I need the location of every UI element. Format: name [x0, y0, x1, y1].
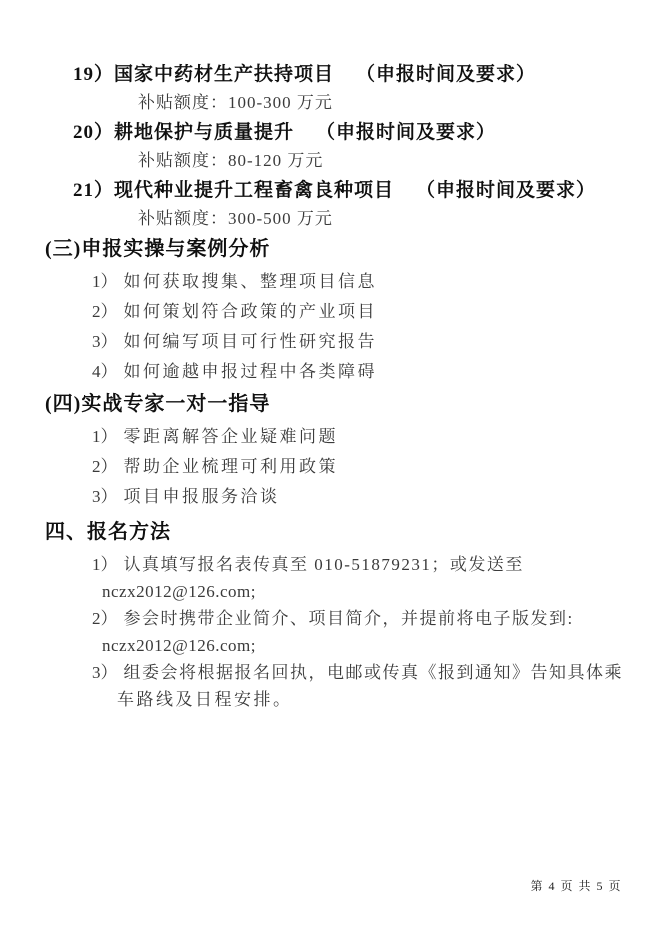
project-number: 19）	[73, 64, 115, 85]
item-number: 1）	[92, 272, 118, 291]
item-text: 组委会将根据报名回执，电邮或传真《报到通知》告知具体乘	[123, 663, 623, 682]
continuation-line-email: nczx2012@126.com;	[102, 582, 256, 601]
item-text: 如何逾越申报过程中各类障碍	[123, 362, 377, 381]
item-text: 如何策划符合政策的产业项目	[123, 302, 377, 321]
item-number: 4）	[92, 362, 118, 381]
item-text: 帮助企业梳理可利用政策	[123, 457, 338, 476]
list-item	[92, 554, 620, 575]
item-number: 3）	[92, 663, 118, 682]
project-title: 耕地保护与质量提升	[114, 122, 295, 143]
project-number: 21）	[73, 180, 115, 201]
project-title: 国家中药材生产扶持项目	[114, 64, 335, 85]
continuation-line-email: nczx2012@126.com;	[102, 636, 256, 655]
section-heading-registration: 四、报名方法	[45, 521, 171, 543]
item-text: 认真填写报名表传真至 010-51879231；或发送至	[123, 555, 524, 574]
item-text: 项目申报服务洽谈	[123, 487, 280, 506]
list-item	[92, 426, 620, 447]
registration-list	[45, 554, 623, 710]
section-heading-three: (三)申报实操与案例分析	[45, 238, 271, 260]
item-number: 2）	[92, 609, 118, 628]
item-number: 1）	[92, 555, 118, 574]
project-note: （申报时间及要求）	[356, 64, 537, 85]
item-text: 如何编写项目可行性研究报告	[123, 332, 377, 351]
item-text: 零距离解答企业疑难问题	[123, 427, 338, 446]
project-item-19	[73, 62, 620, 87]
continuation-line-text: 车路线及日程安排。	[117, 690, 293, 709]
item-number: 2）	[92, 457, 118, 476]
list-item	[92, 331, 620, 352]
item-number: 3）	[92, 332, 118, 351]
subsidy-amount: 补贴额度：80-120 万元	[138, 151, 324, 170]
subsidy-amount: 补贴额度：300-500 万元	[138, 209, 333, 228]
list-item	[92, 456, 620, 477]
list-item	[92, 361, 620, 382]
project-number: 20）	[73, 122, 115, 143]
list-item	[92, 608, 620, 629]
item-text: 参会时携带企业简介、项目简介，并提前将电子版发到:	[123, 609, 574, 628]
project-item-20	[73, 120, 620, 145]
project-note: （申报时间及要求）	[416, 180, 597, 201]
item-number: 1）	[92, 427, 118, 446]
page-number: 第 4 页 共 5 页	[530, 879, 622, 893]
list-item	[92, 301, 620, 322]
list-item	[92, 486, 620, 507]
list-item	[92, 662, 623, 683]
section-heading-four-sub: (四)实战专家一对一指导	[45, 393, 271, 415]
project-title: 现代种业提升工程畜禽良种项目	[114, 180, 395, 201]
item-text: 如何获取搜集、整理项目信息	[123, 272, 377, 291]
item-number: 3）	[92, 487, 118, 506]
project-item-21	[73, 178, 620, 203]
subsidy-amount: 补贴额度：100-300 万元	[138, 93, 333, 112]
list-item	[92, 271, 620, 292]
item-number: 2）	[92, 302, 118, 321]
project-note: （申报时间及要求）	[316, 122, 497, 143]
